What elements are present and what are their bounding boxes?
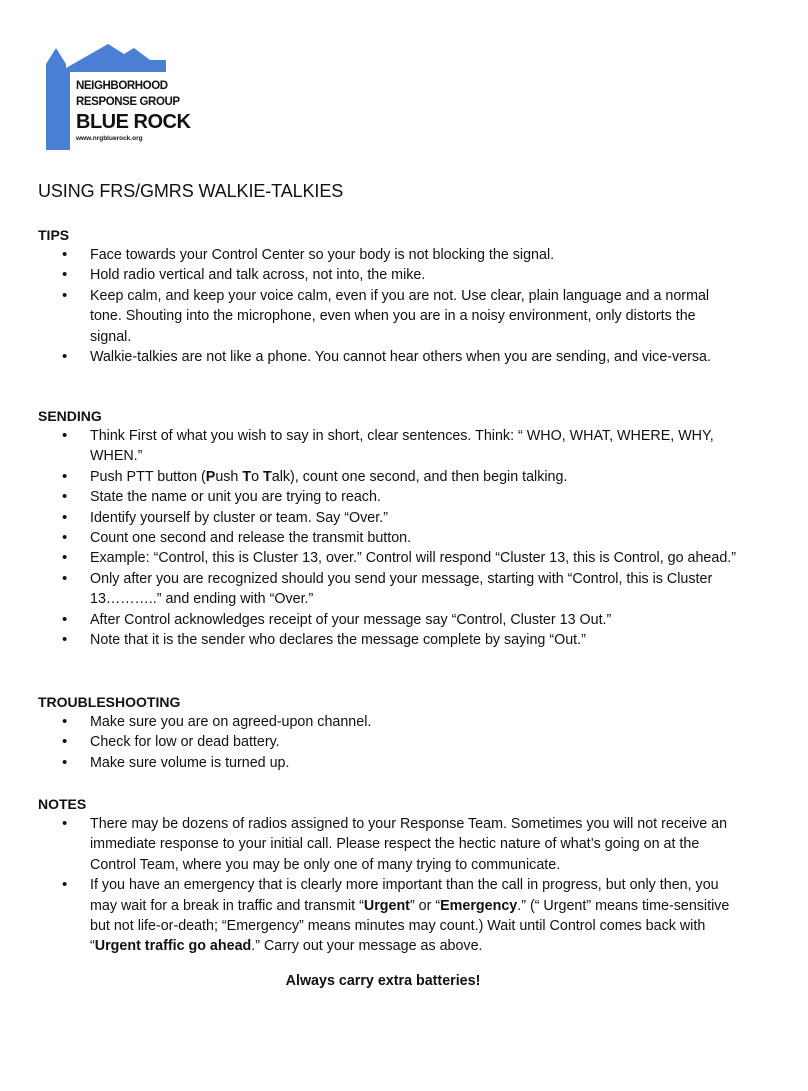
bold-text: P [205, 468, 216, 485]
troubleshooting-heading: TROUBLESHOOTING [38, 694, 181, 710]
list-item: • Keep calm, and keep your voice calm, even if you are not. Use clear, plain language and a normal tone. Shouting into the microphone, even when you are in a noisy environment, only distorts the signal. [38, 286, 738, 347]
bold-text: Urgent [363, 897, 410, 914]
list-item: • State the name or unit you are trying to reach. [38, 487, 738, 507]
organization-logo [46, 44, 191, 154]
notes-section [38, 794, 738, 957]
text-run: alk), count one second, and then begin talking. [271, 468, 568, 485]
sending-heading: SENDING [38, 408, 102, 424]
list-item: • Only after you are recognized should you send your message, starting with “Control, this is Cluster 13………..” and ending with “Over.” [38, 569, 738, 610]
bold-text: T [242, 468, 252, 485]
tips-heading: TIPS [38, 227, 70, 243]
text-run: .” (“ Urgent” means time-sensitive but not life-or-death; “Emergency” means minutes may count.) Wait until Control comes back with “ [90, 897, 730, 955]
troubleshooting-list [38, 712, 738, 773]
list-item: • Walkie-talkies are not like a phone. You cannot hear others when you are sending, and vice-versa. [38, 347, 738, 367]
sending-section [38, 406, 738, 650]
list-item: • Example: “Control, this is Cluster 13, over.” Control will respond “Cluster 13, this is Control, go ahead.” [38, 548, 738, 568]
notes-list [38, 814, 738, 957]
tips-section [38, 225, 738, 367]
tips-list [38, 245, 738, 367]
bold-text: T [263, 468, 272, 485]
list-item: • Note that it is the sender who declares the message complete by saying “Out.” [38, 630, 738, 650]
list-item: • Think First of what you wish to say in short, clear sentences. Think: “ WHO, WHAT, WHERE, WHY, WHEN.” [38, 426, 738, 467]
text-run: .” Carry out your message as above. [251, 938, 483, 955]
bold-text: Emergency [440, 897, 518, 914]
list-item: • Count one second and release the transmit button. [38, 528, 738, 548]
list-item: • After Control acknowledges receipt of your message say “Control, Cluster 13 Out.” [38, 610, 738, 630]
list-item: • Check for low or dead battery. [38, 732, 738, 752]
list-item: • Face towards your Control Center so your body is not blocking the signal. [38, 245, 738, 265]
logo-url: www.nrgbluerock.org [76, 135, 143, 142]
logo-text-block [76, 78, 190, 144]
sending-list [38, 426, 738, 650]
logo-line-3: BLUE ROCK [76, 111, 191, 133]
document-title: USING FRS/GMRS WALKIE-TALKIES [38, 181, 344, 201]
list-item: • Hold radio vertical and talk across, not into, the mike. [38, 265, 738, 285]
logo-line-2: RESPONSE GROUP [76, 96, 180, 108]
list-item: • There may be dozens of radios assigned to your Response Team. Sometimes you will not receive an immediate response to your initial call. Please respect the hectic nature of what’s going on at the Control Team, where you may be only one of many trying to communicate. [38, 814, 738, 875]
closing-reminder: Always carry extra batteries! [285, 973, 481, 989]
text-run: ush [215, 468, 243, 485]
text-run: Push PTT button ( [90, 468, 206, 485]
troubleshooting-section [38, 692, 738, 773]
list-item [38, 467, 738, 487]
bold-text: Urgent traffic go ahead [94, 938, 252, 955]
logo-line-1: NEIGHBORHOOD [76, 80, 168, 92]
text-run: o [251, 468, 264, 485]
text-run: If you have an emergency that is clearly more important than the call in progress, but only then, you may wait for a break in traffic and transmit “ [90, 877, 719, 914]
list-item [38, 875, 738, 957]
notes-heading: NOTES [38, 796, 87, 812]
text-run: ” or “ [409, 897, 441, 914]
list-item: • Identify yourself by cluster or team. Say “Over.” [38, 508, 738, 528]
list-item: • Make sure volume is turned up. [38, 753, 738, 773]
list-item: • Make sure you are on agreed-upon channel. [38, 712, 738, 732]
